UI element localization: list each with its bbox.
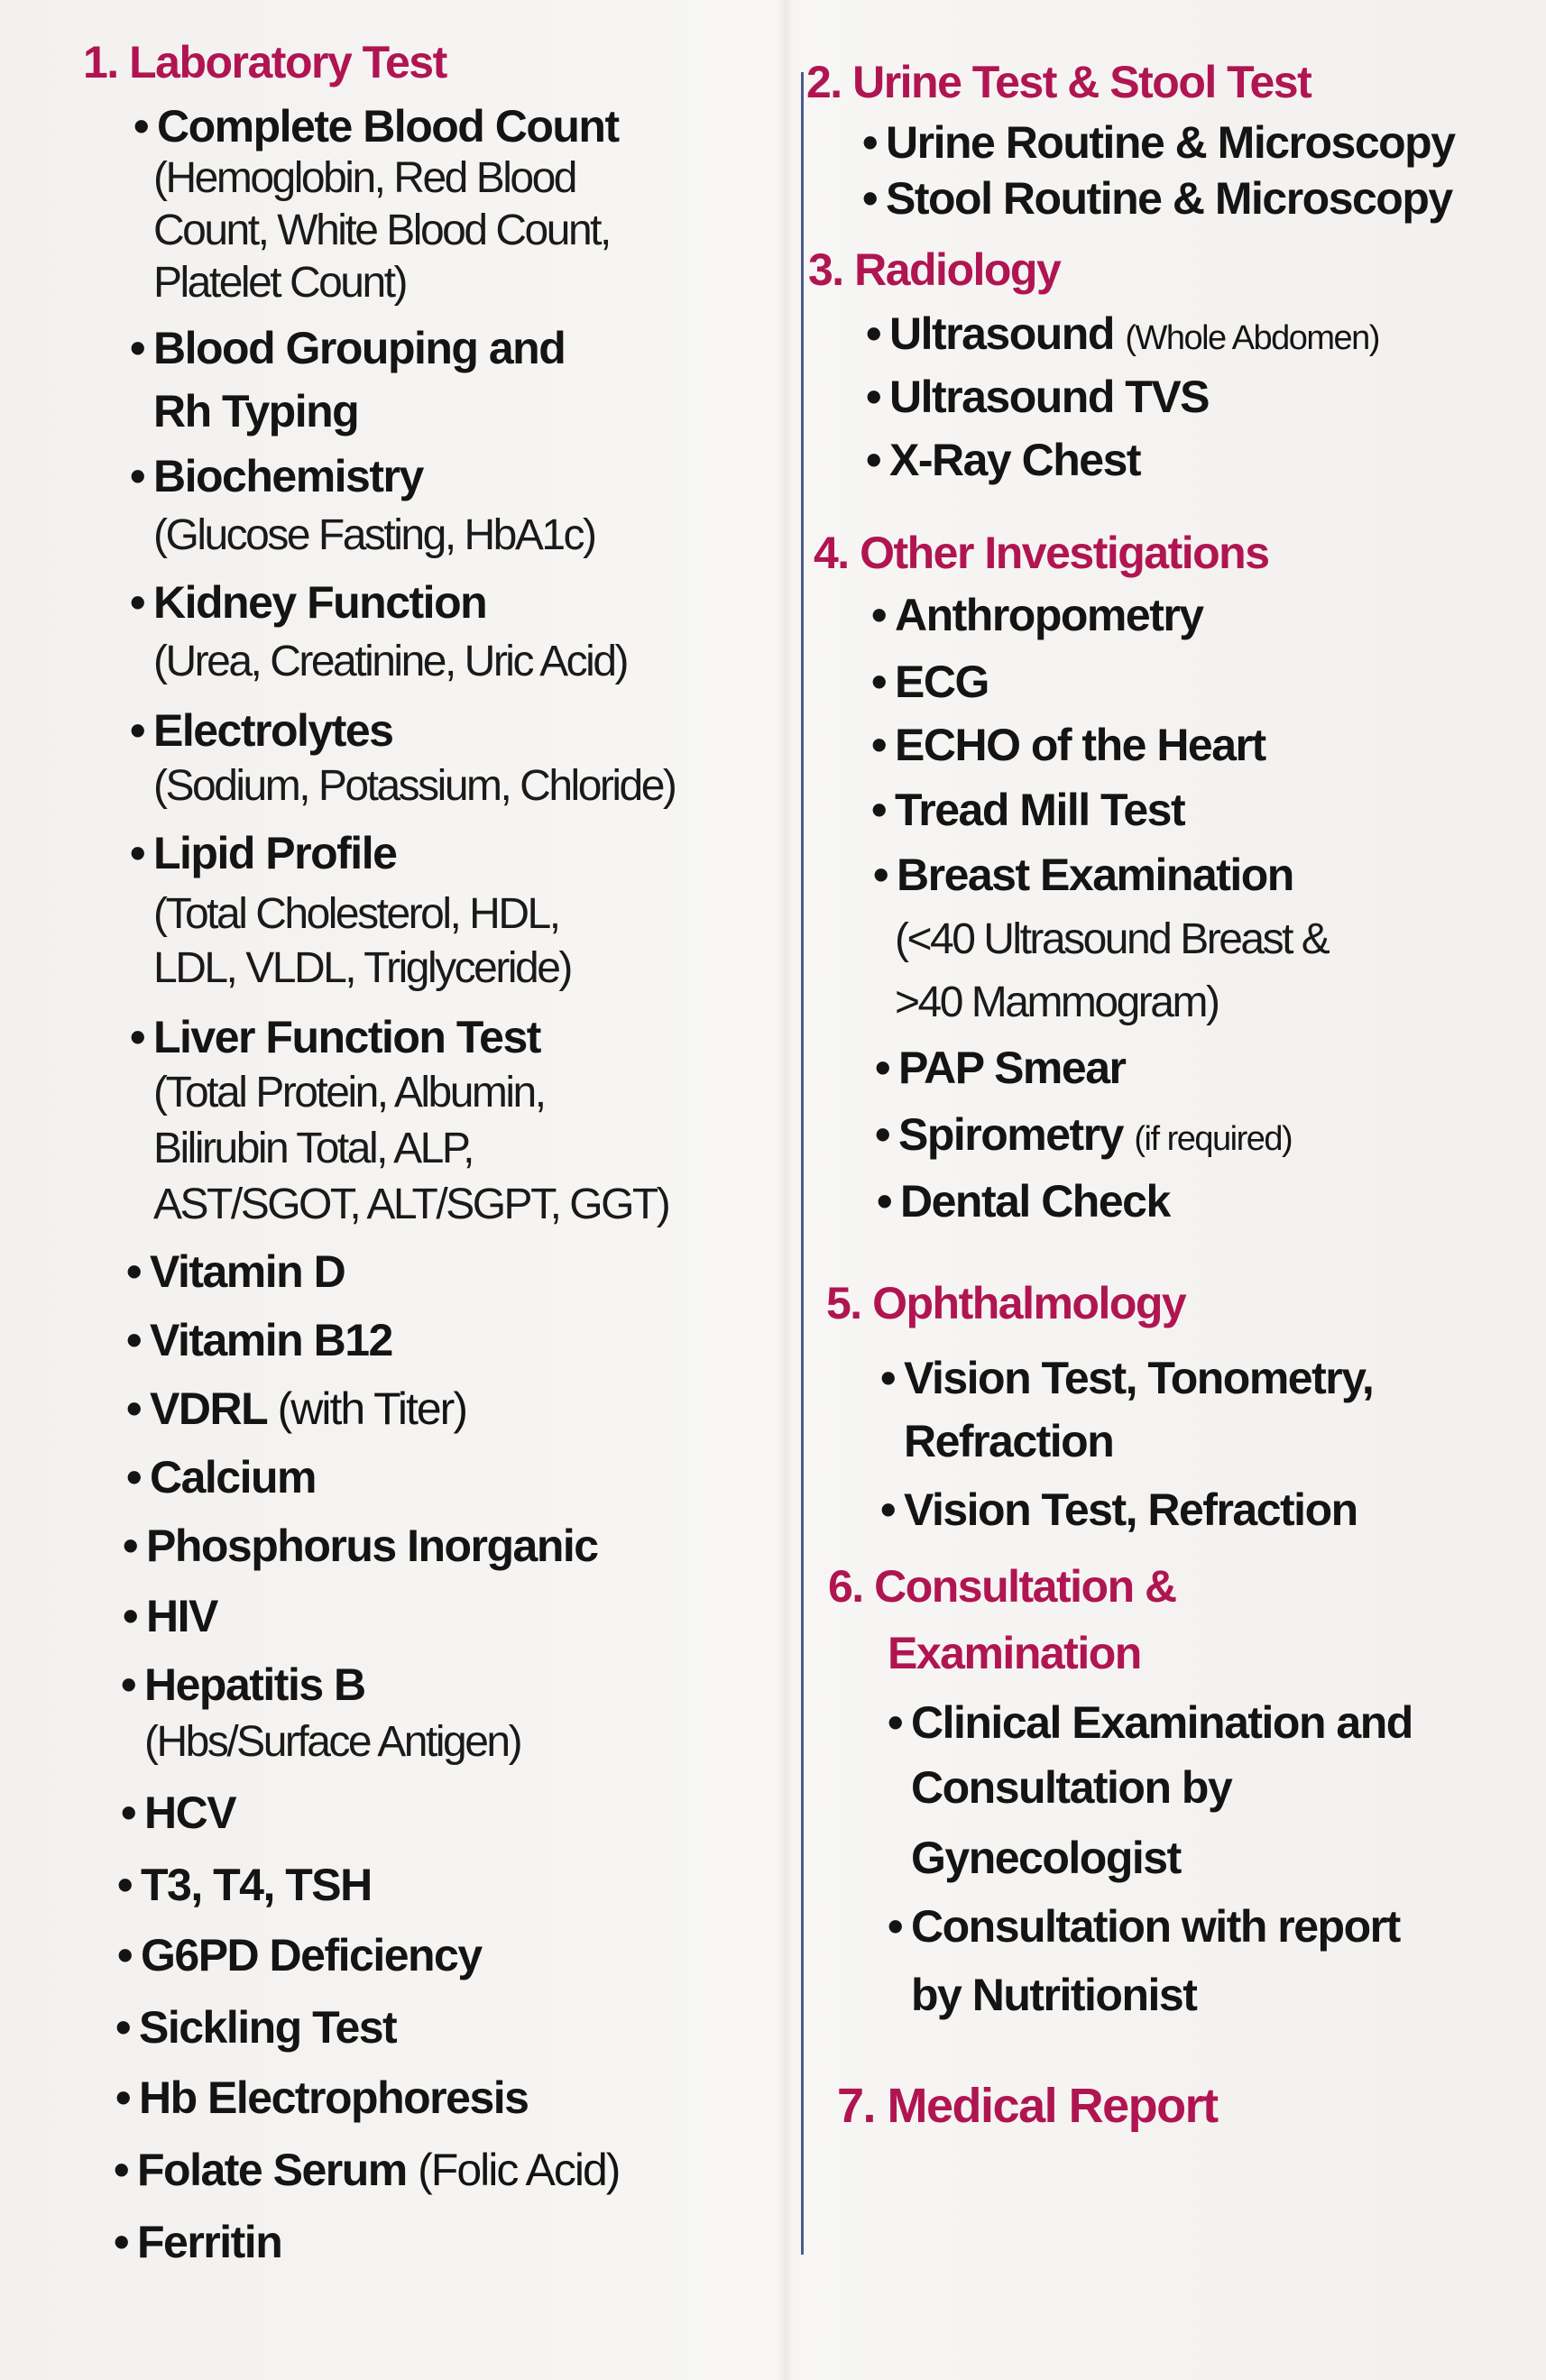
page-fold-shadow [778,0,794,2380]
list-item [114,2215,281,2269]
list-item [871,718,1265,772]
item-label: HIV [146,1591,217,1641]
item-label: Stool Routine & Microscopy [886,173,1452,224]
list-item [117,1928,482,1982]
item-label: Spirometry [898,1109,1123,1160]
item-label: Dental Check [900,1176,1170,1227]
item-detail: (Total Cholesterol, HDL, [153,890,559,938]
item-detail: (Sodium, Potassium, Chloride) [153,762,676,810]
bullet: • [880,1353,896,1403]
item-note: (Folic Acid) [418,2145,620,2195]
bullet: • [871,590,887,640]
bullet: • [866,308,881,359]
list-item [130,826,396,880]
item-label: Lipid Profile [153,828,397,878]
item-detail: (Urea, Creatinine, Uric Acid) [153,638,628,685]
bullet: • [115,2072,131,2123]
item-label: Electrolytes [153,705,393,756]
item-detail: (Hbs/Surface Antigen) [144,1718,521,1766]
section-heading-consultation-cont: Examination [888,1628,1141,1678]
list-item [880,1351,1373,1405]
bullet: • [126,1383,142,1434]
list-item [126,1313,392,1367]
bullet: • [888,1697,903,1748]
item-label: T3, T4, TSH [141,1860,372,1910]
bullet: • [862,117,878,168]
section-heading-laboratory: 1. Laboratory Test [83,37,446,87]
item-detail: (Glucose Fasting, HbA1c) [153,511,595,559]
item-detail: LDL, VLDL, Triglyceride) [153,944,571,992]
bullet: • [126,1452,142,1502]
bullet: • [114,2217,129,2267]
item-detail: AST/SGOT, ALT/SGPT, GGT) [153,1181,669,1228]
list-item [114,2143,619,2197]
item-detail: Count, White Blood Count, [153,207,610,254]
list-item [130,703,392,758]
item-label: X-Ray Chest [889,435,1141,485]
item-detail: Bilirubin Total, ALP, [153,1125,473,1172]
bullet: • [121,1659,136,1710]
item-label: Blood Grouping and [153,323,566,373]
item-label: Hb Electrophoresis [139,2072,529,2123]
list-item [123,1589,217,1643]
list-item [123,1519,598,1573]
item-label: Tread Mill Test [895,785,1185,835]
list-item [862,171,1452,225]
bullet: • [130,577,145,628]
list-item [875,1041,1125,1095]
item-label: Ultrasound [889,308,1114,359]
item-label: Vitamin B12 [150,1315,392,1365]
item-label: ECG [895,657,989,707]
bullet: • [880,1484,896,1535]
bullet: • [126,1315,142,1365]
bullet: • [126,1246,142,1297]
list-item [130,575,486,629]
list-item [121,1786,235,1840]
item-label: Liver Function Test [153,1012,540,1062]
list-item [130,1010,540,1064]
bullet: • [130,1012,145,1062]
item-label: Calcium [150,1452,317,1502]
item-label: Urine Routine & Microscopy [886,117,1455,168]
bullet: • [123,1521,138,1571]
item-label: Vision Test, Refraction [904,1484,1357,1535]
bullet: • [875,1043,890,1093]
item-continuation: by Nutritionist [911,1970,1197,2020]
list-item [866,370,1209,424]
section-heading-radiology: 3. Radiology [808,244,1061,295]
bullet: • [871,720,887,770]
bullet: • [130,323,145,373]
item-label: Anthropometry [895,590,1203,640]
bullet: • [877,1176,892,1227]
list-item [871,783,1184,837]
item-label: PAP Smear [898,1043,1126,1093]
section-heading-consultation: 6. Consultation & [828,1561,1176,1612]
list-item [121,1658,365,1712]
section-heading-other: 4. Other Investigations [814,528,1269,578]
item-label: HCV [144,1787,236,1838]
item-label: ECHO of the Heart [895,720,1265,770]
bullet: • [130,705,145,756]
item-label: Vision Test, Tonometry, [904,1353,1374,1403]
item-continuation: Refraction [904,1416,1114,1466]
list-item [126,1382,466,1436]
list-item [877,1174,1170,1228]
bullet: • [114,2145,129,2195]
bullet: • [875,1109,890,1160]
item-continuation: Rh Typing [153,386,359,436]
bullet: • [117,1860,133,1910]
bullet: • [117,1930,133,1980]
section-heading-urine-stool: 2. Urine Test & Stool Test [806,57,1311,107]
list-item [888,1899,1400,1953]
bullet: • [123,1591,138,1641]
bullet: • [888,1901,903,1952]
list-item [875,1107,1292,1166]
item-label: Folate Serum [137,2145,407,2195]
bullet: • [130,828,145,878]
list-item [130,321,565,375]
item-label: Breast Examination [897,850,1293,900]
list-item [880,1483,1357,1537]
item-label: Hepatitis B [144,1659,365,1710]
item-label: Ultrasound TVS [889,372,1210,422]
item-detail: >40 Mammogram) [895,979,1219,1026]
list-item [866,307,1379,365]
item-note: (Whole Abdomen) [1125,319,1379,357]
item-label: Complete Blood Count [157,101,619,152]
list-item [126,1245,345,1299]
list-item [866,433,1140,487]
item-detail: (Hemoglobin, Red Blood [153,154,575,202]
item-label: Biochemistry [153,451,423,501]
bullet: • [133,101,149,152]
item-label: Sickling Test [139,2002,397,2053]
bullet: • [115,2002,131,2053]
bullet: • [871,657,887,707]
list-item [126,1450,316,1504]
list-item [871,588,1203,642]
list-item [130,449,423,503]
item-label: Phosphorus Inorganic [146,1521,598,1571]
column-divider [801,72,804,2255]
bullet: • [121,1787,136,1838]
item-label: Kidney Function [153,577,487,628]
section-heading-medical-report: 7. Medical Report [837,2079,1218,2133]
section-heading-ophthalmology: 5. Ophthalmology [826,1278,1186,1328]
item-detail: (Total Protein, Albumin, [153,1069,545,1116]
list-item [871,655,989,709]
item-note: (if required) [1134,1120,1293,1158]
item-detail: Platelet Count) [153,259,407,307]
list-item [862,115,1455,170]
item-continuation: Consultation by [911,1762,1232,1813]
bullet: • [866,435,881,485]
item-label: VDRL [150,1383,267,1434]
item-label: Clinical Examination and [911,1697,1413,1748]
item-label: Vitamin D [150,1246,345,1297]
bullet: • [873,850,888,900]
bullet: • [866,372,881,422]
list-item [115,2071,528,2125]
list-item [117,1858,372,1912]
item-label: Consultation with report [911,1901,1400,1952]
list-item [133,99,619,153]
list-item [873,848,1293,902]
item-note: (with Titer) [277,1383,466,1434]
bullet: • [130,451,145,501]
bullet: • [871,785,887,835]
item-label: Ferritin [137,2217,282,2267]
item-continuation: Gynecologist [911,1833,1181,1883]
item-label: G6PD Deficiency [141,1930,482,1980]
bullet: • [862,173,878,224]
list-item [115,2000,396,2054]
item-detail: (<40 Ultrasound Breast & [895,915,1329,963]
list-item [888,1695,1413,1750]
